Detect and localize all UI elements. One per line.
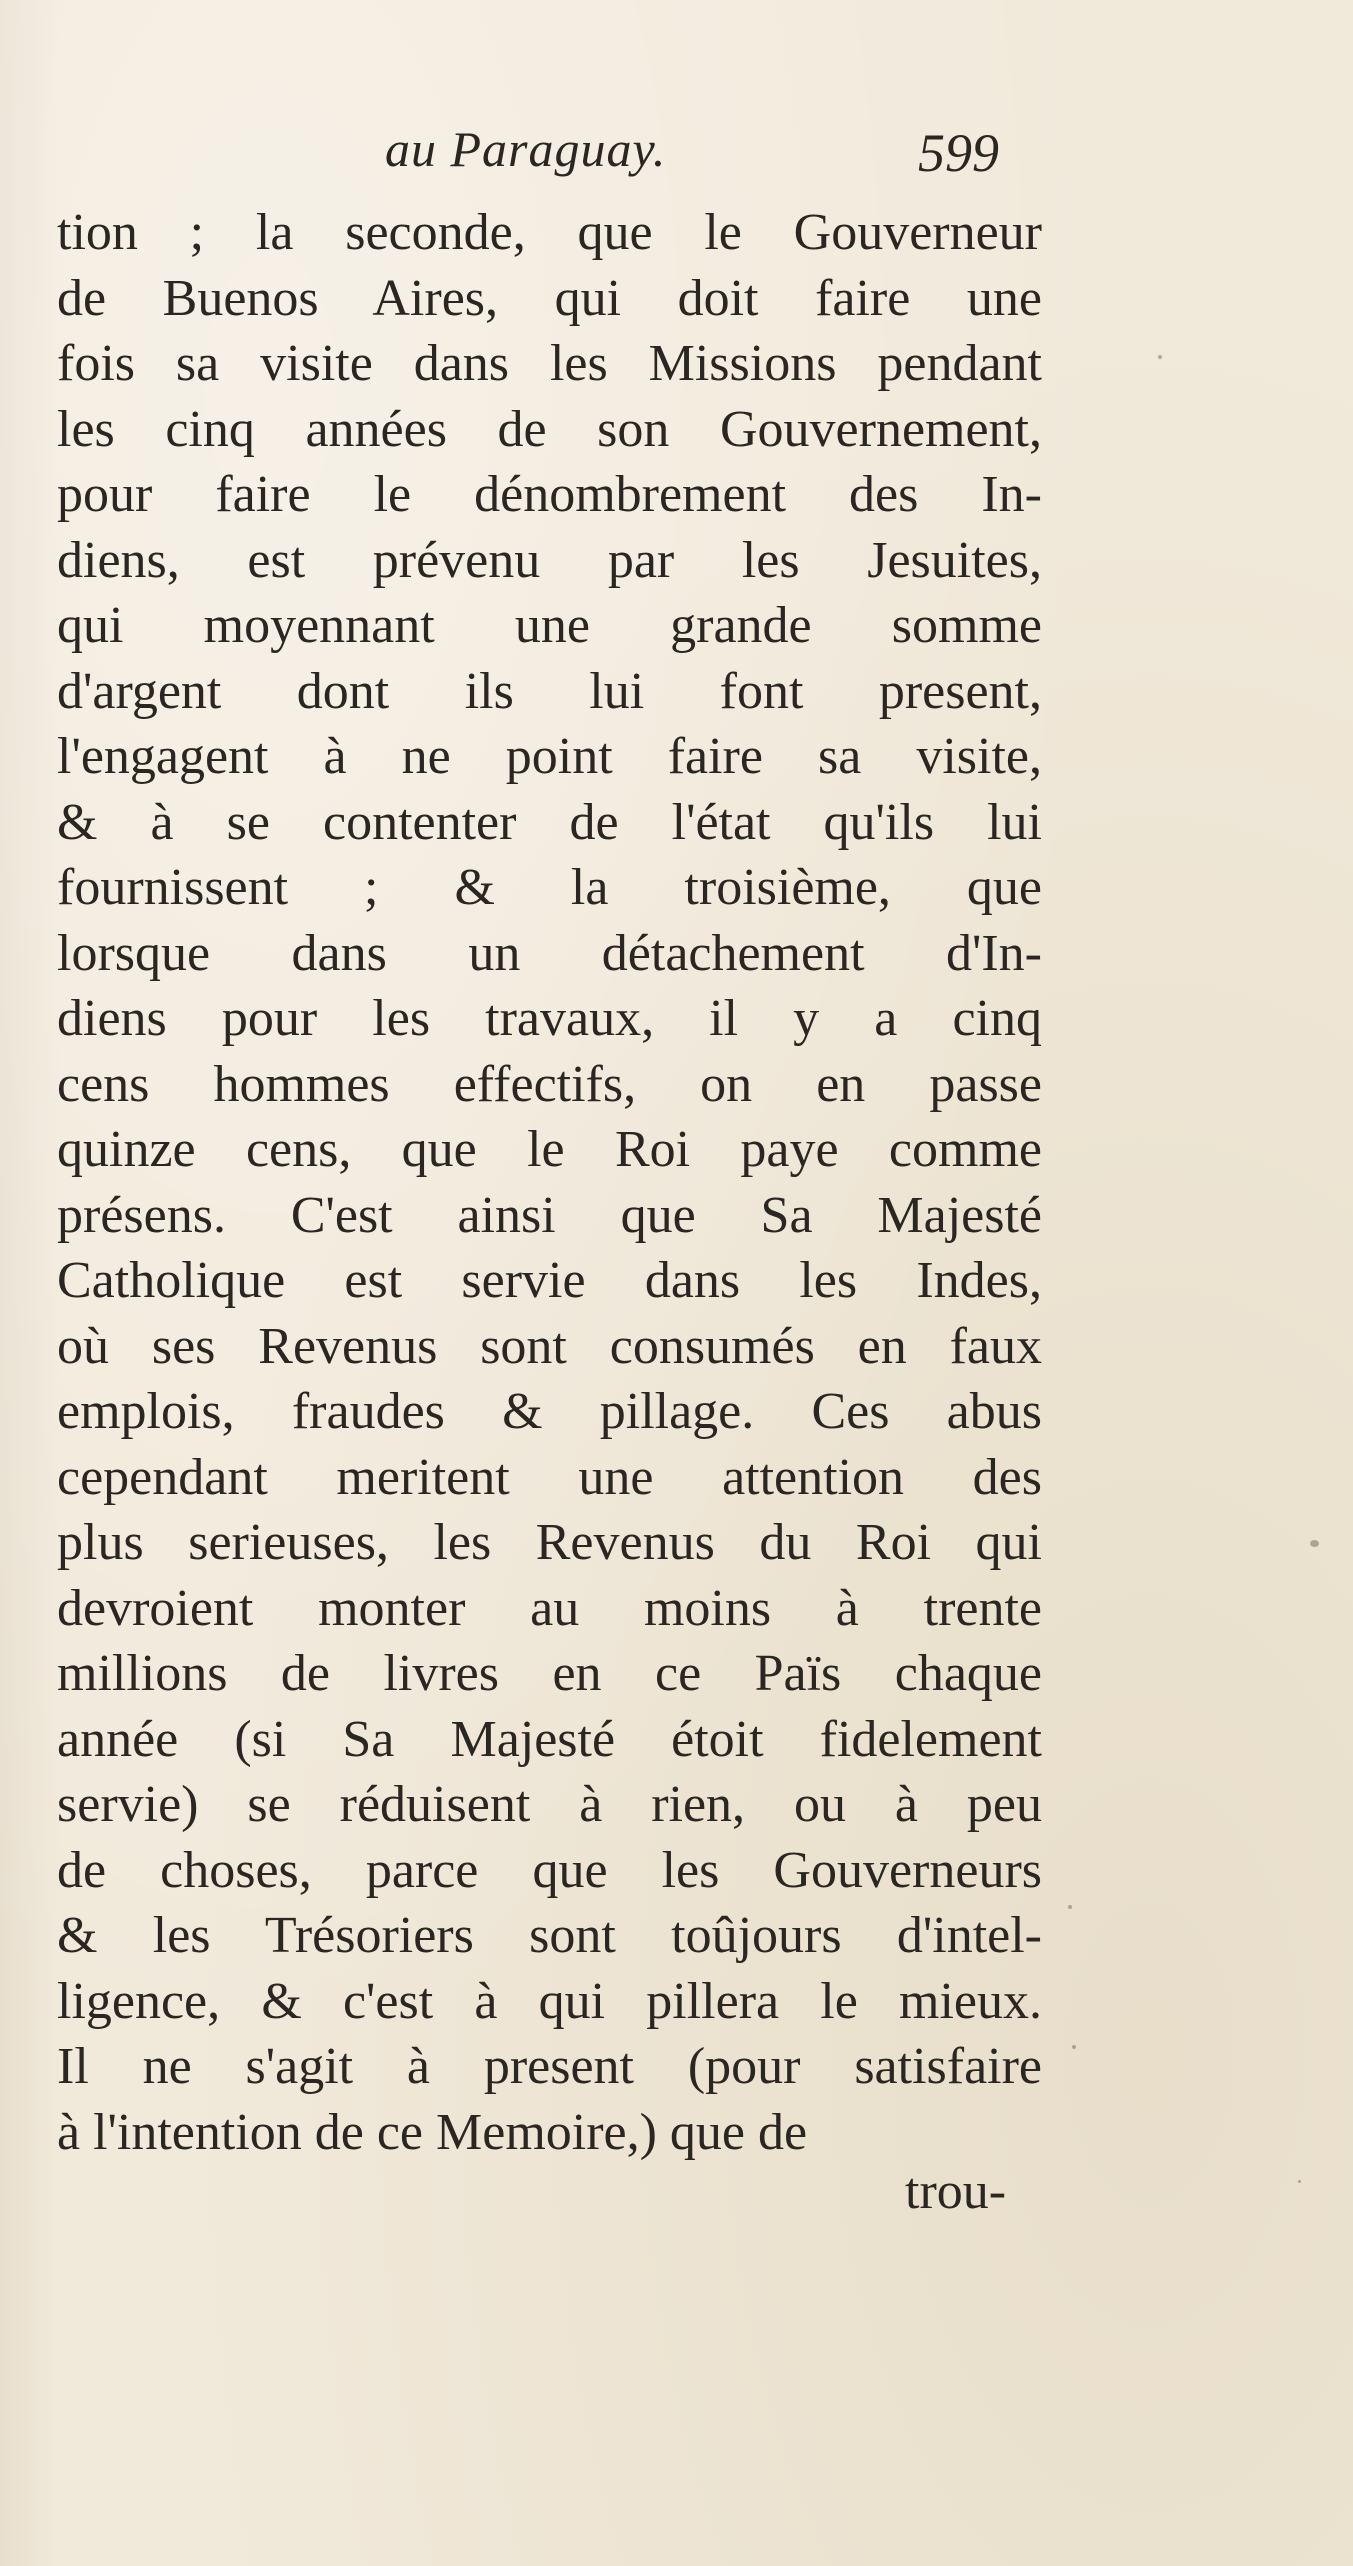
text-line: présens. C'est ainsi que Sa Majesté [57,1186,1042,1244]
running-head: au Paraguay. [385,121,667,177]
text-line: tion ; la seconde, que le Gouverneur [57,204,1042,261]
text-line: Il ne s'agit à present (pour satisfaire [57,2038,1042,2095]
text-line: plus serieuses, les Revenus du Roi qui [57,1514,1042,1571]
text-line: pour faire le dénombrement des In- [57,466,1042,523]
body-text [57,200,1042,2165]
paper-speck [1310,1540,1319,1547]
text-line: lorsque dans un détachement d'In- [57,924,1042,982]
text-line: quinze cens, que le Roi paye comme [57,1121,1042,1178]
text-line: emplois, fraudes & pillage. Ces abus [57,1383,1042,1440]
text-line: qui moyennant une grande somme [57,597,1042,654]
text-line: & à se contenter de l'état qu'ils lui [57,793,1042,851]
text-line: les cinq années de son Gouvernement, [57,400,1042,458]
paper-speck [1068,1905,1072,1909]
text-line: cens hommes effectifs, on en passe [57,1055,1042,1113]
text-line: diens pour les travaux, il y a cinq [57,990,1042,1047]
catchword: trou- [905,2163,1007,2220]
text-line: & les Trésoriers sont toûjours d'intel- [57,1907,1042,1964]
text-line: cependant meritent une attention des [57,1448,1042,1506]
text-line: de choses, parce que les Gouverneurs [57,1841,1042,1899]
page-number: 599 [918,123,999,183]
text-line: fournissent ; & la troisième, que [57,859,1042,916]
text-line: devroient monter au moins à trente [57,1579,1042,1637]
paper-speck [1298,2180,1301,2183]
text-line: année (si Sa Majesté étoit fidelement [57,1710,1042,1768]
text-line: Catholique est servie dans les Indes, [57,1252,1042,1309]
text-line: de Buenos Aires, qui doit faire une [57,269,1042,327]
text-line: ligence, & c'est à qui pillera le mieux. [57,1972,1042,2030]
text-line: l'engagent à ne point faire sa visite, [57,728,1042,785]
text-line: diens, est prévenu par les Jesuites, [57,531,1042,589]
paper-speck [1158,355,1162,359]
paper-speck [1072,2045,1076,2049]
text-line: d'argent dont ils lui font present, [57,662,1042,720]
text-line: fois sa visite dans les Missions pendant [57,335,1042,392]
text-line: où ses Revenus sont consumés en faux [57,1317,1042,1375]
text-line: à l'intention de ce Memoire,) que de [57,2103,808,2161]
text-line: millions de livres en ce Païs chaque [57,1645,1042,1702]
text-line: servie) se réduisent à rien, ou à peu [57,1776,1042,1833]
